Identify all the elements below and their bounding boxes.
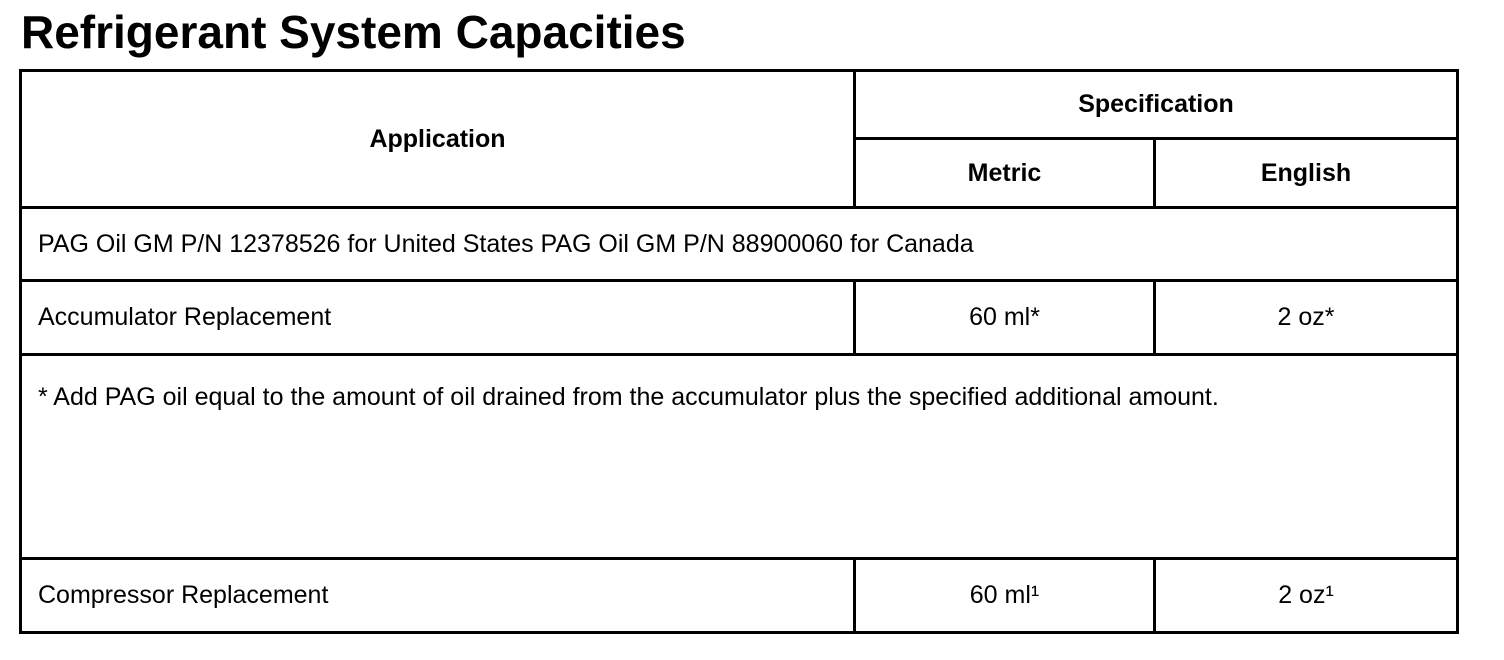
application-cell: Accumulator Replacement: [21, 281, 855, 355]
oil-spec-note: PAG Oil GM P/N 12378526 for United States PAG Oil GM P/N 88900060 for Canada: [21, 208, 1458, 281]
header-metric: Metric: [855, 139, 1155, 208]
header-specification: Specification: [855, 71, 1458, 139]
footnote-row: [21, 355, 1458, 559]
header-english: English: [1155, 139, 1458, 208]
metric-cell: 60 ml¹: [855, 559, 1155, 633]
english-cell: 2 oz*: [1155, 281, 1458, 355]
english-cell: 2 oz¹: [1155, 559, 1458, 633]
page-title: Refrigerant System Capacities: [21, 6, 686, 58]
table-row: [21, 281, 1458, 355]
footnote-cell: [21, 355, 1458, 559]
footnote-text: * Add PAG oil equal to the amount of oil drained from the accumulator plus the specified additional amount.: [38, 383, 1219, 411]
metric-cell: 60 ml*: [855, 281, 1155, 355]
oil-spec-row: [21, 208, 1458, 281]
application-cell: Compressor Replacement: [21, 559, 855, 633]
table-header-row: [21, 71, 1458, 139]
refrigerant-capacities-table: [19, 69, 1459, 634]
table-row: [21, 559, 1458, 633]
header-application: Application: [21, 71, 855, 208]
